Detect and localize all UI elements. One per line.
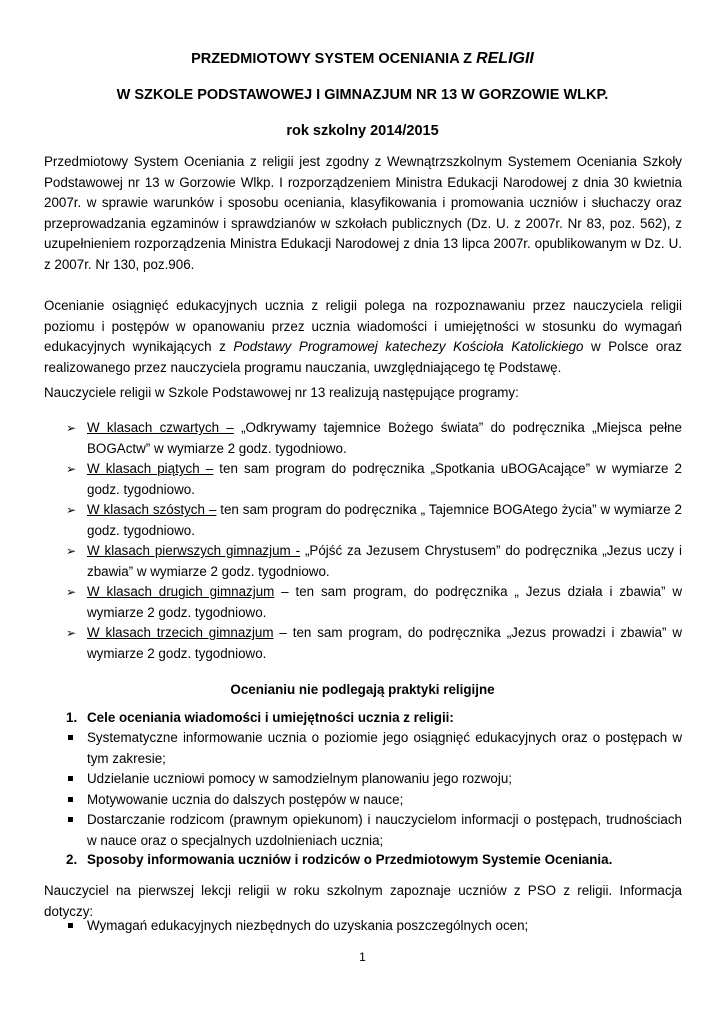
list-item <box>66 769 682 790</box>
square-bullet-icon <box>68 923 73 928</box>
section-2-list <box>66 916 682 937</box>
list-item <box>66 459 682 500</box>
assessment-paragraph <box>44 296 682 378</box>
list-item-text: Motywowanie ucznia do dalszych postępów w nauce; <box>87 791 404 807</box>
list-item-text: Wymagań edukacyjnych niezbędnych do uzyskania poszczególnych ocen; <box>87 918 529 933</box>
section-1-heading <box>66 708 682 729</box>
section-2-intro: Nauczyciel na pierwszej lekcji religii w roku szkolnym zapoznaje uczniów z PSO z religii. Informacja dotyczy: <box>44 883 682 919</box>
arrow-bullet-icon: ➢ <box>66 421 77 435</box>
section-heading-text: Sposoby informowania uczniów i rodziców o Przedmiotowym Systemie Oceniania. <box>87 852 613 867</box>
assessment-text-1: Ocenianie osiągnięć edukacyjnych ucznia z religii polega na rozpoznawaniu przez nauczyciela religii poziomu i postępów w opanowaniu przez ucznia wiadomości i umiejętności w stosunku do wymagań edukacyjnych wynikających z <box>44 298 682 354</box>
program-class: W klasach piątych – <box>87 461 214 476</box>
list-item-text: Dostarczanie rodzicom (prawnym opiekunom) i nauczycielom informacji o postępach, trudnościach w nauce oraz o specjalnych uzdolnieniach ucznia; <box>87 812 682 848</box>
arrow-bullet-icon: ➢ <box>66 503 77 517</box>
list-item-text: Systematyczne informowanie ucznia o poziomie jego osiągnięć edukacyjnych oraz o postępach w tym zakresie; <box>87 730 682 766</box>
intro-paragraph: Przedmiotowy System Oceniania z religii jest zgodny z Wewnątrzszkolnym Systemem Oceniania Szkoły Podstawowej nr 13 w Gorzowie Wlkp. I rozporządzeniem Ministra Edukacji Narodowej z dnia 30 kwietnia 2007r. w sprawie warunków i sposobu oceniania, klasyfikowania i promowania uczniów i słuchaczy oraz przeprowadzania egzaminów i sprawdzianów w szkołach publicznych (Dz. U. z 2007r. Nr 83, poz. 562), z uzupełnieniem rozporządzenia Ministra Edukacji Narodowej z dnia 13 lipca 2007r. opublikowanym w Dz. U. z 2007r. Nr 130, poz.906. <box>44 154 682 272</box>
program-text: – ten sam program, do podręcznika „ Jezus działa i zbawia” w wymiarze 2 godz. tygodniowo. <box>87 584 682 620</box>
program-text: ten sam program do podręcznika „ Tajemnice BOGAtego życia” w wymiarze 2 godz. tygodniowo. <box>87 502 682 538</box>
section-number: 1. <box>66 710 78 725</box>
arrow-bullet-icon: ➢ <box>66 626 77 640</box>
program-class: W klasach pierwszych gimnazjum - <box>87 543 301 558</box>
program-text: „Pójść za Jezusem Chrystusem” do podręcznika „Jezus uczy i zbawia” w wymiarze 2 godz. tygodniowo. <box>87 543 682 579</box>
list-item <box>66 418 682 459</box>
list-item <box>66 790 682 811</box>
list-item <box>66 728 682 769</box>
section-heading-text: Cele oceniania wiadomości i umiejętności ucznia z religii: <box>87 710 454 725</box>
list-item <box>66 810 682 851</box>
arrow-bullet-icon: ➢ <box>66 462 77 476</box>
programs-intro: Nauczyciele religii w Szkole Podstawowej nr 13 realizują następujące programy: <box>44 385 519 400</box>
list-item <box>66 500 682 541</box>
program-class: W klasach drugich gimnazjum <box>87 584 275 599</box>
square-bullet-icon <box>68 817 73 822</box>
program-class: W klasach czwartych – <box>87 420 234 435</box>
section-number: 2. <box>66 852 78 867</box>
program-class: W klasach szóstych – <box>87 502 217 517</box>
practices-note: Ocenianiu nie podlegają praktyki religijne <box>230 682 495 697</box>
square-bullet-icon <box>68 735 73 740</box>
program-text: – ten sam program, do podręcznika „Jezus prowadzi i zbawia” w wymiarze 2 godz. tygodniowo. <box>87 625 682 661</box>
assessment-text-2: w Polsce oraz realizowanego przez nauczyciela programu nauczania, uwzględniającego tę Podstawę. <box>44 339 682 375</box>
list-item <box>66 916 682 937</box>
assessment-italic: Podstawy Programowej katechezy Kościoła Katolickiego <box>233 339 584 354</box>
list-item <box>66 541 682 582</box>
arrow-bullet-icon: ➢ <box>66 544 77 558</box>
arrow-bullet-icon: ➢ <box>66 585 77 599</box>
school-year: rok szkolny 2014/2015 <box>286 123 439 139</box>
square-bullet-icon <box>68 797 73 802</box>
school-name: W SZKOLE PODSTAWOWEJ I GIMNAZJUM NR 13 W GORZOWIE WLKP. <box>116 87 609 103</box>
page-number: 1 <box>359 950 366 964</box>
document-title <box>0 50 725 68</box>
list-item <box>66 582 682 623</box>
list-item-text: Udzielanie uczniowi pomocy w samodzielnym planowaniu jego rozwoju; <box>87 771 512 786</box>
program-text: „Odkrywamy tajemnice Bożego świata” do podręcznika „Miejsca pełne BOGActw” w wymiarze 2 godz. tygodniowo. <box>87 420 682 456</box>
program-text: ten sam program do podręcznika „Spotkania uBOGAcające” w wymiarze 2 godz. tygodniowo. <box>87 461 683 497</box>
section-2-heading <box>66 850 682 871</box>
list-item <box>66 623 682 664</box>
title-subject: RELIGII <box>476 50 534 67</box>
programs-list <box>66 418 682 664</box>
title-prefix: PRZEDMIOTOWY SYSTEM OCENIANIA Z <box>191 51 477 67</box>
program-class: W klasach trzecich gimnazjum <box>87 625 274 640</box>
square-bullet-icon <box>68 776 73 781</box>
section-1-list <box>66 728 682 851</box>
